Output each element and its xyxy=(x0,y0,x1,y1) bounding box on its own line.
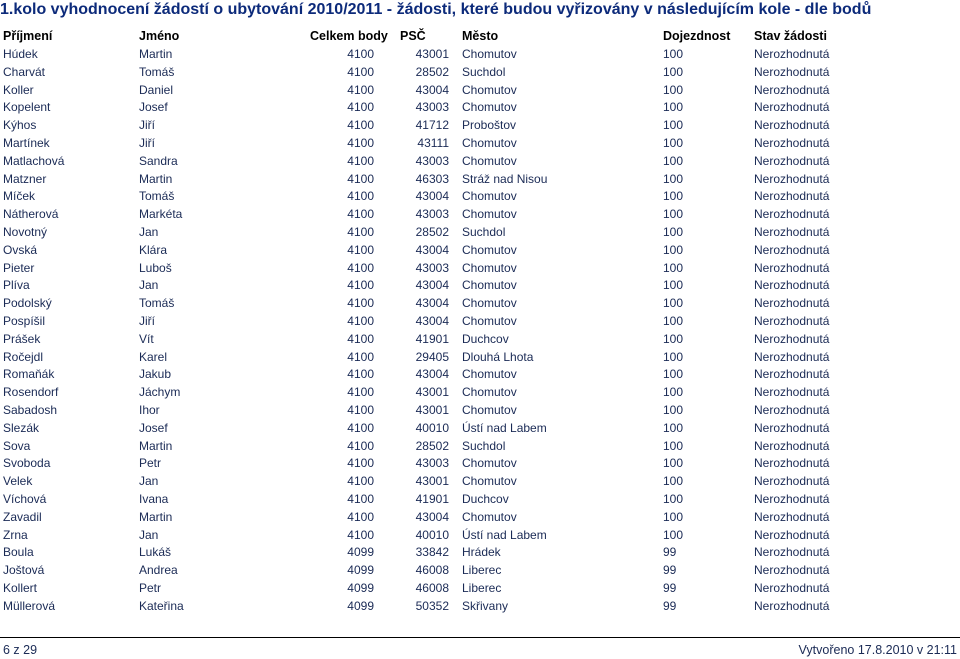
cell-request-status: Nerozhodnutá xyxy=(754,82,830,97)
cell-postal-code: 43001 xyxy=(415,385,449,400)
table-row xyxy=(0,277,960,295)
cell-surname: Müllerová xyxy=(3,598,56,613)
cell-first-name: Klára xyxy=(139,242,168,257)
cell-request-status: Nerozhodnutá xyxy=(754,171,830,186)
cell-surname: Pospíšil xyxy=(3,313,46,328)
cell-city: Dlouhá Lhota xyxy=(462,349,534,364)
cell-surname: Míček xyxy=(3,189,36,204)
cell-postal-code: 43004 xyxy=(415,313,449,328)
cell-postal-code: 28502 xyxy=(415,224,449,239)
cell-city: Suchdol xyxy=(462,64,506,79)
cell-city: Ústí nad Labem xyxy=(462,420,547,435)
table-body xyxy=(0,46,960,616)
cell-commute: 100 xyxy=(663,456,684,471)
cell-first-name: Josef xyxy=(139,420,168,435)
cell-city: Liberec xyxy=(462,580,502,595)
cell-first-name: Martin xyxy=(139,171,173,186)
cell-commute: 100 xyxy=(663,527,684,542)
cell-total-points: 4100 xyxy=(347,474,374,489)
cell-commute: 100 xyxy=(663,135,684,150)
cell-surname: Novotný xyxy=(3,224,48,239)
table-row xyxy=(0,562,960,580)
cell-surname: Matlachová xyxy=(3,153,65,168)
table-header xyxy=(0,29,960,47)
cell-total-points: 4100 xyxy=(347,224,374,239)
table-row xyxy=(0,598,960,616)
cell-first-name: Josef xyxy=(139,100,168,115)
cell-surname: Zrna xyxy=(3,527,28,542)
cell-request-status: Nerozhodnutá xyxy=(754,402,830,417)
cell-surname: Joštová xyxy=(3,563,45,578)
cell-total-points: 4100 xyxy=(347,509,374,524)
cell-request-status: Nerozhodnutá xyxy=(754,349,830,364)
cell-total-points: 4100 xyxy=(347,153,374,168)
cell-city: Skřivany xyxy=(462,598,509,613)
cell-request-status: Nerozhodnutá xyxy=(754,509,830,524)
header-prijmeni: Příjmení xyxy=(3,29,53,43)
cell-city: Chomutov xyxy=(462,153,517,168)
cell-commute: 100 xyxy=(663,278,684,293)
cell-commute: 100 xyxy=(663,224,684,239)
cell-city: Chomutov xyxy=(462,509,517,524)
cell-total-points: 4099 xyxy=(347,580,374,595)
cell-first-name: Jan xyxy=(139,278,159,293)
cell-request-status: Nerozhodnutá xyxy=(754,474,830,489)
cell-postal-code: 41712 xyxy=(415,118,449,133)
cell-commute: 100 xyxy=(663,82,684,97)
cell-city: Ústí nad Labem xyxy=(462,527,547,542)
cell-city: Chomutov xyxy=(462,385,517,400)
cell-commute: 100 xyxy=(663,189,684,204)
cell-postal-code: 43004 xyxy=(415,367,449,382)
cell-postal-code: 29405 xyxy=(415,349,449,364)
cell-commute: 100 xyxy=(663,296,684,311)
cell-surname: Kollert xyxy=(3,580,38,595)
cell-request-status: Nerozhodnutá xyxy=(754,456,830,471)
table-row xyxy=(0,509,960,527)
cell-first-name: Karel xyxy=(139,349,168,364)
cell-total-points: 4099 xyxy=(347,545,374,560)
cell-postal-code: 46008 xyxy=(415,563,449,578)
cell-total-points: 4100 xyxy=(347,207,374,222)
table-row xyxy=(0,438,960,456)
cell-first-name: Vít xyxy=(139,331,154,346)
cell-commute: 100 xyxy=(663,118,684,133)
cell-commute: 100 xyxy=(663,171,684,186)
cell-total-points: 4100 xyxy=(347,313,374,328)
cell-city: Chomutov xyxy=(462,296,517,311)
cell-commute: 99 xyxy=(663,598,677,613)
cell-postal-code: 43004 xyxy=(415,509,449,524)
cell-request-status: Nerozhodnutá xyxy=(754,438,830,453)
cell-city: Chomutov xyxy=(462,47,517,61)
cell-postal-code: 43001 xyxy=(415,402,449,417)
cell-postal-code: 50352 xyxy=(415,598,449,613)
table-row xyxy=(0,580,960,598)
cell-request-status: Nerozhodnutá xyxy=(754,207,830,222)
cell-request-status: Nerozhodnutá xyxy=(754,100,830,115)
cell-postal-code: 43004 xyxy=(415,242,449,257)
table-row xyxy=(0,99,960,117)
cell-first-name: Jan xyxy=(139,527,159,542)
table-row xyxy=(0,491,960,509)
cell-city: Duchcov xyxy=(462,491,509,506)
table-row xyxy=(0,188,960,206)
cell-first-name: Tomáš xyxy=(139,64,175,79)
table-row xyxy=(0,544,960,562)
cell-surname: Kýhos xyxy=(3,118,37,133)
cell-city: Chomutov xyxy=(462,100,517,115)
cell-surname: Zavadil xyxy=(3,509,42,524)
table-row xyxy=(0,384,960,402)
cell-request-status: Nerozhodnutá xyxy=(754,491,830,506)
cell-postal-code: 46303 xyxy=(415,171,449,186)
cell-surname: Velek xyxy=(3,474,33,489)
cell-first-name: Petr xyxy=(139,580,162,595)
cell-city: Chomutov xyxy=(462,189,517,204)
cell-first-name: Jiří xyxy=(139,118,155,133)
cell-commute: 100 xyxy=(663,242,684,257)
cell-request-status: Nerozhodnutá xyxy=(754,242,830,257)
cell-total-points: 4100 xyxy=(347,171,374,186)
cell-request-status: Nerozhodnutá xyxy=(754,278,830,293)
cell-postal-code: 43001 xyxy=(415,47,449,61)
table-row xyxy=(0,224,960,242)
cell-commute: 100 xyxy=(663,385,684,400)
cell-surname: Prášek xyxy=(3,331,41,346)
cell-city: Stráž nad Nisou xyxy=(462,171,548,186)
cell-request-status: Nerozhodnutá xyxy=(754,331,830,346)
cell-surname: Nátherová xyxy=(3,207,59,222)
cell-request-status: Nerozhodnutá xyxy=(754,420,830,435)
cell-total-points: 4100 xyxy=(347,420,374,435)
cell-total-points: 4100 xyxy=(347,402,374,417)
cell-commute: 100 xyxy=(663,349,684,364)
cell-postal-code: 40010 xyxy=(415,527,449,542)
cell-postal-code: 41901 xyxy=(415,331,449,346)
cell-first-name: Jiří xyxy=(139,313,155,328)
cell-total-points: 4100 xyxy=(347,278,374,293)
cell-commute: 100 xyxy=(663,260,684,275)
cell-postal-code: 28502 xyxy=(415,438,449,453)
cell-postal-code: 40010 xyxy=(415,420,449,435)
cell-request-status: Nerozhodnutá xyxy=(754,296,830,311)
cell-surname: Koller xyxy=(3,82,34,97)
table-row xyxy=(0,366,960,384)
cell-request-status: Nerozhodnutá xyxy=(754,153,830,168)
cell-first-name: Kateřina xyxy=(139,598,184,613)
cell-total-points: 4100 xyxy=(347,296,374,311)
table-row xyxy=(0,64,960,82)
cell-commute: 100 xyxy=(663,47,684,61)
cell-request-status: Nerozhodnutá xyxy=(754,367,830,382)
cell-commute: 100 xyxy=(663,438,684,453)
cell-postal-code: 43004 xyxy=(415,296,449,311)
table-row xyxy=(0,455,960,473)
cell-commute: 100 xyxy=(663,153,684,168)
cell-first-name: Ihor xyxy=(139,402,160,417)
page-footer xyxy=(0,643,960,659)
cell-commute: 100 xyxy=(663,420,684,435)
table-row xyxy=(0,260,960,278)
created-timestamp: Vytvořeno 17.8.2010 v 21:11 xyxy=(798,643,957,657)
cell-total-points: 4100 xyxy=(347,331,374,346)
table-row xyxy=(0,117,960,135)
table-row xyxy=(0,206,960,224)
cell-postal-code: 41901 xyxy=(415,491,449,506)
cell-city: Chomutov xyxy=(462,313,517,328)
cell-first-name: Lukáš xyxy=(139,545,172,560)
cell-total-points: 4100 xyxy=(347,349,374,364)
cell-total-points: 4100 xyxy=(347,64,374,79)
cell-surname: Slezák xyxy=(3,420,40,435)
cell-total-points: 4100 xyxy=(347,100,374,115)
cell-surname: Húdek xyxy=(3,47,38,61)
cell-total-points: 4100 xyxy=(347,456,374,471)
cell-city: Chomutov xyxy=(462,135,517,150)
cell-city: Chomutov xyxy=(462,242,517,257)
cell-total-points: 4100 xyxy=(347,385,374,400)
header-dojezdnost: Dojezdnost xyxy=(663,29,731,43)
cell-surname: Rosendorf xyxy=(3,385,59,400)
cell-city: Liberec xyxy=(462,563,502,578)
table-row xyxy=(0,473,960,491)
cell-commute: 100 xyxy=(663,313,684,328)
cell-first-name: Daniel xyxy=(139,82,174,97)
cell-surname: Romaňák xyxy=(3,367,55,382)
cell-commute: 100 xyxy=(663,100,684,115)
cell-commute: 100 xyxy=(663,509,684,524)
cell-surname: Sabadosh xyxy=(3,402,58,417)
cell-commute: 99 xyxy=(663,580,677,595)
table-row xyxy=(0,242,960,260)
cell-request-status: Nerozhodnutá xyxy=(754,118,830,133)
cell-postal-code: 33842 xyxy=(415,545,449,560)
cell-request-status: Nerozhodnutá xyxy=(754,135,830,150)
cell-request-status: Nerozhodnutá xyxy=(754,385,830,400)
cell-postal-code: 43003 xyxy=(415,260,449,275)
cell-postal-code: 43004 xyxy=(415,278,449,293)
table-row xyxy=(0,135,960,153)
cell-city: Suchdol xyxy=(462,438,506,453)
cell-request-status: Nerozhodnutá xyxy=(754,224,830,239)
cell-surname: Matzner xyxy=(3,171,47,186)
cell-first-name: Luboš xyxy=(139,260,172,275)
cell-total-points: 4100 xyxy=(347,260,374,275)
cell-postal-code: 43003 xyxy=(415,456,449,471)
cell-city: Hrádek xyxy=(462,545,501,560)
cell-total-points: 4100 xyxy=(347,118,374,133)
cell-first-name: Markéta xyxy=(139,207,183,222)
cell-commute: 99 xyxy=(663,563,677,578)
cell-request-status: Nerozhodnutá xyxy=(754,527,830,542)
table-row xyxy=(0,402,960,420)
header-psc: PSČ xyxy=(400,29,426,43)
cell-postal-code: 43004 xyxy=(415,82,449,97)
header-celkem-body: Celkem body xyxy=(310,29,388,43)
cell-postal-code: 43004 xyxy=(415,189,449,204)
cell-commute: 100 xyxy=(663,331,684,346)
cell-commute: 99 xyxy=(663,545,677,560)
footer-divider xyxy=(0,637,960,638)
cell-city: Chomutov xyxy=(462,456,517,471)
cell-total-points: 4099 xyxy=(347,598,374,613)
cell-city: Chomutov xyxy=(462,474,517,489)
cell-city: Suchdol xyxy=(462,224,506,239)
cell-first-name: Ivana xyxy=(139,491,169,506)
cell-city: Chomutov xyxy=(462,82,517,97)
cell-request-status: Nerozhodnutá xyxy=(754,47,830,61)
cell-first-name: Tomáš xyxy=(139,296,175,311)
table-row xyxy=(0,527,960,545)
cell-total-points: 4100 xyxy=(347,242,374,257)
cell-request-status: Nerozhodnutá xyxy=(754,260,830,275)
cell-total-points: 4100 xyxy=(347,527,374,542)
cell-surname: Plíva xyxy=(3,278,30,293)
cell-surname: Svoboda xyxy=(3,456,51,471)
page-number: 6 z 29 xyxy=(3,643,38,657)
cell-postal-code: 43001 xyxy=(415,474,449,489)
cell-first-name: Jan xyxy=(139,224,159,239)
cell-first-name: Andrea xyxy=(139,563,178,578)
cell-commute: 100 xyxy=(663,474,684,489)
cell-surname: Martínek xyxy=(3,135,50,150)
cell-postal-code: 43003 xyxy=(415,207,449,222)
cell-first-name: Jakub xyxy=(139,367,172,382)
cell-city: Chomutov xyxy=(462,278,517,293)
header-mesto: Město xyxy=(462,29,499,43)
cell-first-name: Martin xyxy=(139,47,173,61)
cell-request-status: Nerozhodnutá xyxy=(754,64,830,79)
cell-commute: 100 xyxy=(663,491,684,506)
cell-city: Duchcov xyxy=(462,331,509,346)
cell-city: Proboštov xyxy=(462,118,517,133)
cell-surname: Víchová xyxy=(3,491,47,506)
cell-commute: 100 xyxy=(663,207,684,222)
cell-total-points: 4100 xyxy=(347,189,374,204)
cell-postal-code: 43111 xyxy=(417,135,449,150)
cell-first-name: Jan xyxy=(139,474,159,489)
cell-first-name: Jiří xyxy=(139,135,155,150)
cell-request-status: Nerozhodnutá xyxy=(754,313,830,328)
cell-city: Chomutov xyxy=(462,402,517,417)
cell-postal-code: 43003 xyxy=(415,100,449,115)
table-row xyxy=(0,420,960,438)
cell-surname: Pieter xyxy=(3,260,35,275)
cell-total-points: 4100 xyxy=(347,82,374,97)
cell-surname: Podolský xyxy=(3,296,52,311)
cell-surname: Ročejdl xyxy=(3,349,44,364)
table-row xyxy=(0,46,960,64)
table-row xyxy=(0,313,960,331)
cell-total-points: 4100 xyxy=(347,491,374,506)
cell-total-points: 4100 xyxy=(347,135,374,150)
cell-surname: Charvát xyxy=(3,64,46,79)
cell-city: Chomutov xyxy=(462,367,517,382)
cell-postal-code: 43003 xyxy=(415,153,449,168)
cell-request-status: Nerozhodnutá xyxy=(754,189,830,204)
cell-total-points: 4100 xyxy=(347,367,374,382)
cell-total-points: 4100 xyxy=(347,438,374,453)
cell-commute: 100 xyxy=(663,367,684,382)
table-row xyxy=(0,171,960,189)
cell-total-points: 4099 xyxy=(347,563,374,578)
cell-request-status: Nerozhodnutá xyxy=(754,563,830,578)
cell-surname: Boula xyxy=(3,545,34,560)
cell-surname: Ovská xyxy=(3,242,38,257)
cell-city: Chomutov xyxy=(462,260,517,275)
cell-first-name: Martin xyxy=(139,509,173,524)
header-stav-zadosti: Stav žádosti xyxy=(754,29,827,43)
table-row xyxy=(0,331,960,349)
table-row xyxy=(0,153,960,171)
cell-surname: Sova xyxy=(3,438,31,453)
header-jmeno: Jméno xyxy=(139,29,180,43)
cell-first-name: Petr xyxy=(139,456,162,471)
cell-request-status: Nerozhodnutá xyxy=(754,545,830,560)
cell-total-points: 4100 xyxy=(347,47,374,61)
page-title: 1.kolo vyhodnocení žádostí o ubytování 2010/2011 - žádosti, které budou vyřizovány v následujícím kole - dle bodů xyxy=(0,1,872,18)
cell-first-name: Tomáš xyxy=(139,189,175,204)
cell-surname: Kopelent xyxy=(3,100,51,115)
cell-request-status: Nerozhodnutá xyxy=(754,598,830,613)
cell-postal-code: 28502 xyxy=(415,64,449,79)
cell-city: Chomutov xyxy=(462,207,517,222)
cell-request-status: Nerozhodnutá xyxy=(754,580,830,595)
cell-first-name: Jáchym xyxy=(139,385,181,400)
cell-commute: 100 xyxy=(663,402,684,417)
cell-first-name: Martin xyxy=(139,438,173,453)
table-row xyxy=(0,295,960,313)
cell-postal-code: 46008 xyxy=(415,580,449,595)
table-row xyxy=(0,82,960,100)
table-row xyxy=(0,349,960,367)
cell-commute: 100 xyxy=(663,64,684,79)
cell-first-name: Sandra xyxy=(139,153,178,168)
